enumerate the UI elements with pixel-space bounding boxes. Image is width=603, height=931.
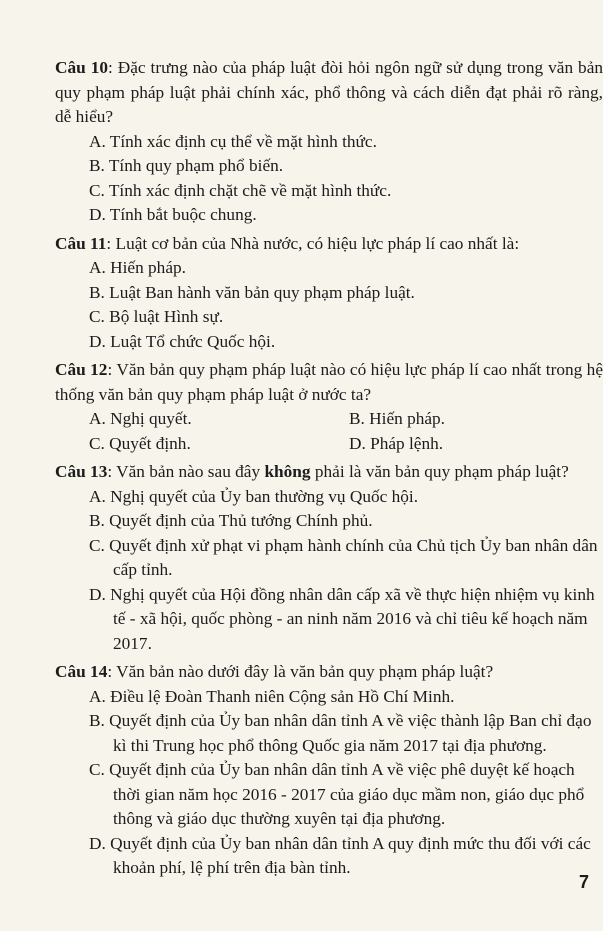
- question-14: [55, 660, 603, 881]
- option-b: B. Tính quy phạm phổ biến.: [89, 156, 284, 175]
- question-13: [55, 460, 603, 656]
- option-c: C. Quyết định.: [89, 433, 191, 453]
- options-grid: [55, 407, 603, 456]
- option-d: D. Luật Tổ chức Quốc hội.: [89, 331, 276, 351]
- question-number: Câu 10: [55, 58, 108, 77]
- option-b: B. Quyết định của Thủ tướng Chính phủ.: [89, 511, 373, 530]
- question-number: Câu 14: [55, 662, 108, 681]
- option-d: D. Pháp lệnh.: [349, 433, 444, 453]
- question-number: Câu 13: [55, 462, 108, 481]
- option-c: C. Tính xác định chặt chẽ về mặt hình thức.: [89, 180, 392, 200]
- option-c: C. Quyết định của Ủy ban nhân dân tỉnh A về việc phê duyệt kế hoạch thời gian năm học 2016 - 2017 của giáo dục mầm non, giáo dục phổ thông và giáo dục thường xuyên tại địa phương.: [89, 760, 585, 828]
- option-d: D. Tính bắt buộc chung.: [89, 205, 257, 224]
- question-list: [55, 56, 603, 881]
- option-b: B. Hiến pháp.: [349, 409, 445, 428]
- question-stem-post: phải là văn bản quy phạm pháp luật?: [310, 462, 569, 481]
- question-stem-pre: : Văn bản nào sau đây: [107, 462, 265, 481]
- question-number: Câu 12: [55, 360, 108, 379]
- option-a: A. Nghị quyết.: [89, 409, 192, 428]
- question-12: [55, 358, 603, 456]
- question-11: [55, 232, 603, 355]
- option-d: D. Nghị quyết của Hội đồng nhân dân cấp xã về thực hiện nhiệm vụ kinh tế - xã hội, quốc phòng - an ninh năm 2016 và chỉ tiêu kế hoạch năm 2017.: [89, 584, 595, 653]
- option-c: C. Bộ luật Hình sự.: [89, 307, 224, 326]
- option-a: A. Hiến pháp.: [89, 258, 186, 277]
- question-stem-emphasis: không: [264, 462, 311, 481]
- option-c: C. Quyết định xử phạt vi phạm hành chính của Chủ tịch Ủy ban nhân dân cấp tỉnh.: [89, 535, 598, 579]
- question-10: [55, 56, 603, 228]
- option-d: D. Quyết định của Ủy ban nhân dân tỉnh A quy định mức thu đối với các khoản phí, lệ phí trên địa bàn tỉnh.: [89, 833, 591, 877]
- option-a: A. Tính xác định cụ thể về mặt hình thức.: [89, 131, 377, 151]
- question-stem: : Luật cơ bản của Nhà nước, có hiệu lực pháp lí cao nhất là:: [106, 233, 520, 253]
- question-stem: : Văn bản quy phạm pháp luật nào có hiệu lực pháp lí cao nhất trong hệ thống văn bản quy phạm pháp luật ở nước ta?: [55, 360, 603, 404]
- question-number: Câu 11: [55, 233, 107, 253]
- option-a: A. Nghị quyết của Ủy ban thường vụ Quốc hội.: [89, 486, 419, 506]
- question-stem: : Đặc trưng nào của pháp luật đòi hỏi ngôn ngữ sử dụng trong văn bản quy phạm pháp luật phải chính xác, phổ thông và cách diễn đạt phải rõ ràng, dễ hiểu?: [55, 58, 603, 126]
- option-b: B. Quyết định của Ủy ban nhân dân tỉnh A về việc thành lập Ban chỉ đạo kì thi Trung học phổ thông Quốc gia năm 2017 tại địa phương.: [89, 711, 592, 755]
- option-a: A. Điều lệ Đoàn Thanh niên Cộng sản Hồ Chí Minh.: [89, 686, 455, 706]
- question-stem: : Văn bản nào dưới đây là văn bản quy phạm pháp luật?: [107, 662, 494, 681]
- option-b: B. Luật Ban hành văn bản quy phạm pháp luật.: [89, 282, 415, 302]
- page-number: 7: [578, 872, 589, 892]
